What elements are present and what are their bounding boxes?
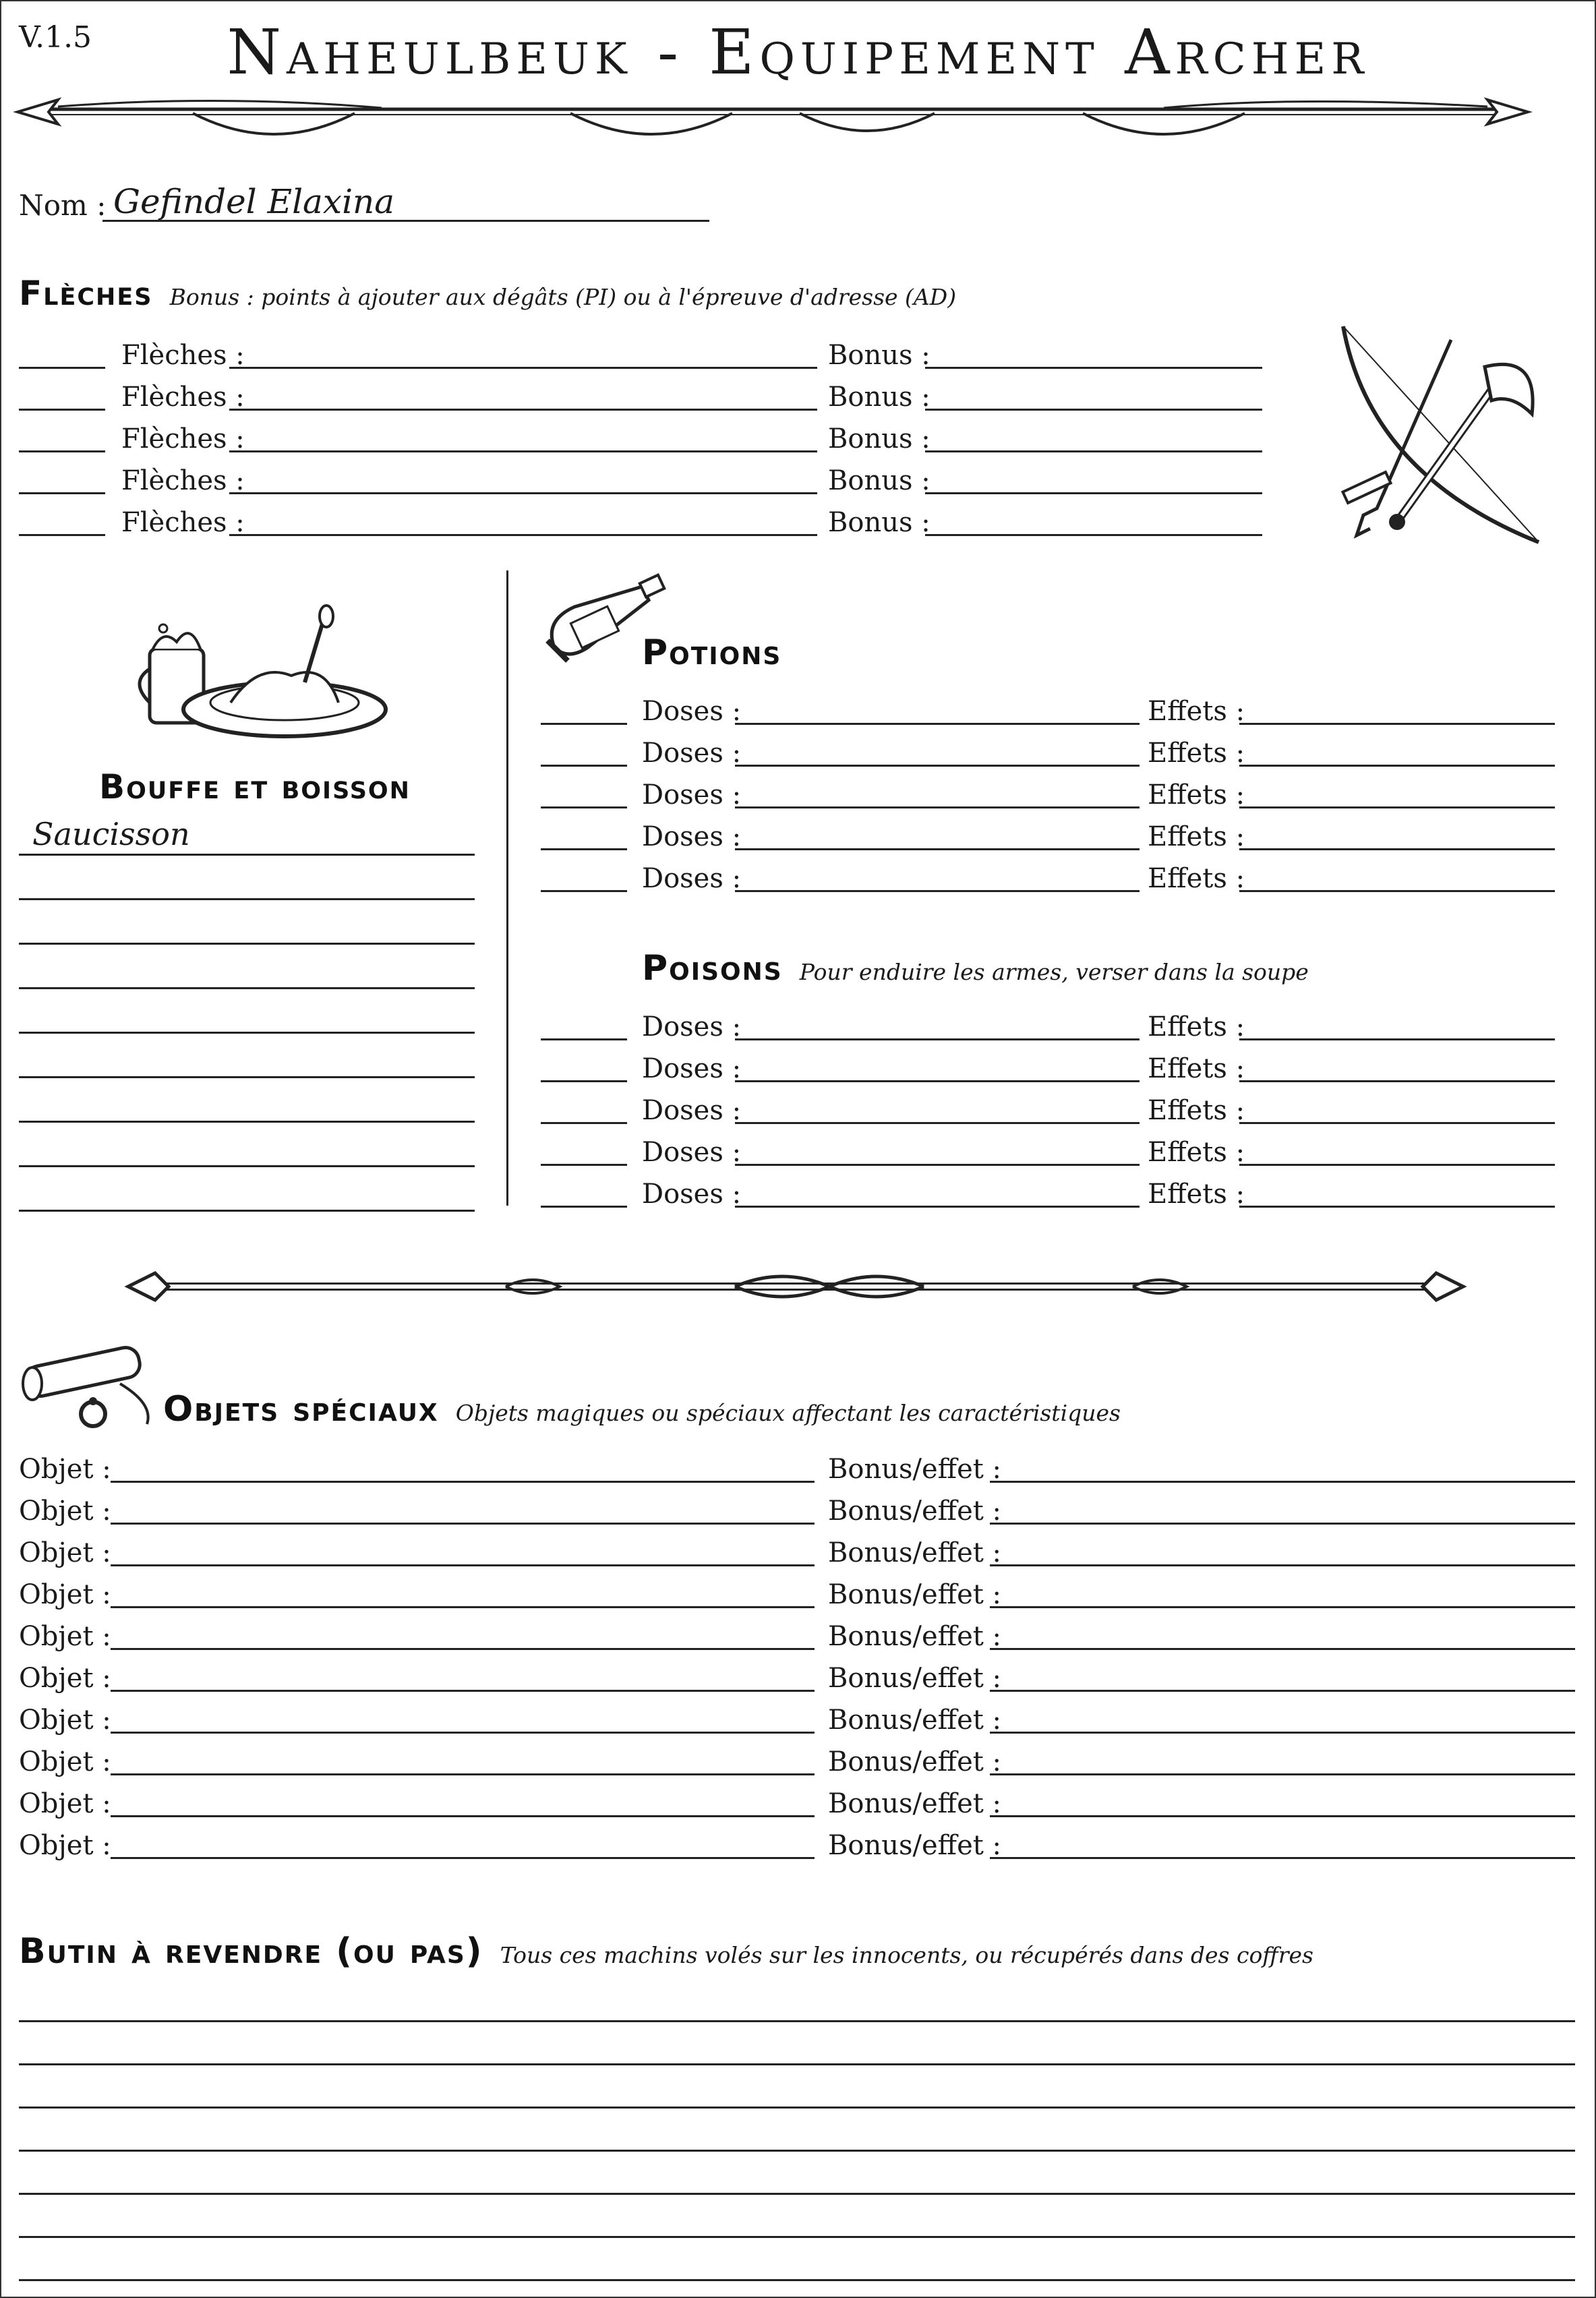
version-label: V.1.5: [19, 20, 92, 55]
poisons-subtitle: Pour enduire les armes, verser dans la soupe: [799, 959, 1309, 985]
potions-effets-label: Effets :: [1148, 696, 1245, 727]
objet-bonus-line[interactable]: [990, 1481, 1575, 1483]
poisons-name-line[interactable]: [735, 1164, 1140, 1166]
potions-effets-line[interactable]: [1239, 848, 1555, 850]
butin-line[interactable]: [19, 2236, 1575, 2238]
objet-label: Objet :: [19, 1830, 111, 1861]
arrow-divider-icon: [18, 88, 1528, 148]
objet-label: Objet :: [19, 1705, 111, 1736]
poisons-name-line[interactable]: [735, 1122, 1140, 1124]
objet-bonus-label: Bonus/effet :: [828, 1663, 1002, 1694]
objet-bonus-label: Bonus/effet :: [828, 1746, 1002, 1777]
nom-label: Nom :: [19, 189, 107, 222]
potions-qty-line[interactable]: [541, 890, 627, 892]
fleches-label: Flèches :: [121, 423, 245, 454]
potions-doses-label: Doses :: [642, 863, 742, 894]
fleches-label: Flèches :: [121, 340, 245, 371]
page-title: Naheulbeuk - Equipement Archer: [227, 16, 1369, 88]
poisons-qty-line[interactable]: [541, 1164, 627, 1166]
fleches-bonus-label: Bonus :: [828, 340, 930, 371]
food-plate-icon: [136, 608, 386, 743]
nom-underline: [102, 220, 709, 222]
poisons-effets-label: Effets :: [1148, 1053, 1245, 1084]
objet-bonus-line[interactable]: [990, 1732, 1575, 1734]
objets-subtitle: Objets magiques ou spéciaux affectant les caractéristiques: [455, 1400, 1121, 1426]
potions-effets-line[interactable]: [1239, 806, 1555, 808]
fleches-label: Flèches :: [121, 465, 245, 496]
potions-doses-label: Doses :: [642, 738, 742, 769]
objet-name-line[interactable]: [111, 1773, 815, 1775]
fleches-bonus-label: Bonus :: [828, 465, 930, 496]
bouffe-line[interactable]: [19, 987, 475, 989]
fleches-subtitle: Bonus : points à ajouter aux dégâts (PI) ou à l'épreuve d'adresse (AD): [169, 284, 957, 310]
potions-effets-line[interactable]: [1239, 890, 1555, 892]
potions-name-line[interactable]: [735, 806, 1140, 808]
fleches-qty-line[interactable]: [19, 534, 105, 536]
fleches-name-line[interactable]: [229, 409, 817, 411]
potions-qty-line[interactable]: [541, 848, 627, 850]
potions-qty-line[interactable]: [541, 765, 627, 767]
fleches-bonus-line[interactable]: [925, 492, 1262, 494]
nom-value[interactable]: Gefindel Elaxina: [113, 182, 395, 221]
butin-subtitle: Tous ces machins volés sur les innocents, ou récupérés dans des coffres: [500, 1942, 1313, 1968]
objet-name-line[interactable]: [111, 1564, 815, 1566]
objet-name-line[interactable]: [111, 1815, 815, 1817]
objet-bonus-label: Bonus/effet :: [828, 1830, 1002, 1861]
bouffe-line[interactable]: [19, 1032, 475, 1034]
objet-bonus-label: Bonus/effet :: [828, 1621, 1002, 1652]
objets-title: Objets spéciaux: [163, 1389, 439, 1430]
fleches-name-line[interactable]: [229, 450, 817, 452]
potions-name-line[interactable]: [735, 848, 1140, 850]
potions-name-line[interactable]: [735, 723, 1140, 725]
objet-name-line[interactable]: [111, 1606, 815, 1608]
bouffe-title: Bouffe et boisson: [99, 767, 411, 806]
butin-title: Butin à revendre (ou pas): [19, 1931, 483, 1972]
potions-effets-label: Effets :: [1148, 779, 1245, 811]
poisons-qty-line[interactable]: [541, 1122, 627, 1124]
fleches-qty-line[interactable]: [19, 367, 105, 369]
fleches-bonus-line[interactable]: [925, 367, 1262, 369]
poisons-effets-label: Effets :: [1148, 1137, 1245, 1168]
poisons-effets-line[interactable]: [1239, 1122, 1555, 1124]
fleches-bonus-line[interactable]: [925, 409, 1262, 411]
column-divider: [506, 570, 508, 1206]
poisons-name-line[interactable]: [735, 1080, 1140, 1082]
objet-bonus-line[interactable]: [990, 1564, 1575, 1566]
fleches-bonus-label: Bonus :: [828, 382, 930, 413]
staff-divider-icon: [128, 1266, 1463, 1314]
fleches-qty-line[interactable]: [19, 492, 105, 494]
poisons-name-line[interactable]: [735, 1038, 1140, 1040]
potions-qty-line[interactable]: [541, 723, 627, 725]
poisons-effets-label: Effets :: [1148, 1011, 1245, 1042]
objet-name-line[interactable]: [111, 1648, 815, 1650]
fleches-qty-line[interactable]: [19, 409, 105, 411]
crossed-weapons-icon: [1316, 313, 1572, 556]
objet-bonus-label: Bonus/effet :: [828, 1705, 1002, 1736]
potions-effets-label: Effets :: [1148, 821, 1245, 852]
objet-bonus-line[interactable]: [990, 1690, 1575, 1692]
potions-title: Potions: [642, 632, 782, 673]
potions-name-line[interactable]: [735, 890, 1140, 892]
potions-doses-label: Doses :: [642, 696, 742, 727]
fleches-name-line[interactable]: [229, 492, 817, 494]
poisons-qty-line[interactable]: [541, 1038, 627, 1040]
objet-name-line[interactable]: [111, 1690, 815, 1692]
poisons-effets-line[interactable]: [1239, 1080, 1555, 1082]
potions-effets-label: Effets :: [1148, 738, 1245, 769]
fleches-label: Flèches :: [121, 507, 245, 538]
objet-bonus-label: Bonus/effet :: [828, 1579, 1002, 1610]
objet-bonus-label: Bonus/effet :: [828, 1788, 1002, 1819]
poisons-doses-label: Doses :: [642, 1179, 742, 1210]
potions-doses-label: Doses :: [642, 779, 742, 811]
fleches-header: [19, 274, 963, 313]
objet-label: Objet :: [19, 1788, 111, 1819]
scroll-ring-icon: [19, 1343, 160, 1431]
fleches-name-line[interactable]: [229, 367, 817, 369]
objet-label: Objet :: [19, 1496, 111, 1527]
poisons-effets-label: Effets :: [1148, 1179, 1245, 1210]
fleches-title: Flèches: [19, 274, 153, 313]
potions-qty-line[interactable]: [541, 806, 627, 808]
fleches-bonus-label: Bonus :: [828, 423, 930, 454]
fleches-bonus-label: Bonus :: [828, 507, 930, 538]
fleches-qty-line[interactable]: [19, 450, 105, 452]
poisons-header: [642, 948, 1518, 989]
fleches-bonus-line[interactable]: [925, 534, 1262, 536]
poisons-effets-line[interactable]: [1239, 1206, 1555, 1208]
poisons-name-line[interactable]: [735, 1206, 1140, 1208]
objet-bonus-label: Bonus/effet :: [828, 1454, 1002, 1485]
bouffe-line[interactable]: [19, 1210, 475, 1212]
objet-bonus-line[interactable]: [990, 1648, 1575, 1650]
bouffe-entry[interactable]: Saucisson: [32, 816, 190, 852]
bouffe-line[interactable]: [19, 943, 475, 945]
poisons-doses-label: Doses :: [642, 1053, 742, 1084]
objet-name-line[interactable]: [111, 1481, 815, 1483]
objet-label: Objet :: [19, 1537, 111, 1568]
butin-line[interactable]: [19, 2193, 1575, 2195]
objet-bonus-line[interactable]: [990, 1857, 1575, 1859]
poisons-doses-label: Doses :: [642, 1095, 742, 1126]
objet-bonus-line[interactable]: [990, 1606, 1575, 1608]
objet-label: Objet :: [19, 1746, 111, 1777]
butin-header: [19, 1931, 1367, 1972]
potions-effets-line[interactable]: [1239, 723, 1555, 725]
fleches-bonus-line[interactable]: [925, 450, 1262, 452]
objet-bonus-line[interactable]: [990, 1815, 1575, 1817]
fleches-name-line[interactable]: [229, 534, 817, 536]
potions-doses-label: Doses :: [642, 821, 742, 852]
bouffe-line[interactable]: [19, 854, 475, 856]
poisons-effets-label: Effets :: [1148, 1095, 1245, 1126]
potions-effets-label: Effets :: [1148, 863, 1245, 894]
poisons-qty-line[interactable]: [541, 1206, 627, 1208]
objet-name-line[interactable]: [111, 1523, 815, 1525]
potions-effets-line[interactable]: [1239, 765, 1555, 767]
butin-line[interactable]: [19, 2063, 1575, 2065]
objet-bonus-label: Bonus/effet :: [828, 1496, 1002, 1527]
poisons-qty-line[interactable]: [541, 1080, 627, 1082]
bouffe-line[interactable]: [19, 1076, 475, 1078]
objet-label: Objet :: [19, 1621, 111, 1652]
butin-line[interactable]: [19, 2150, 1575, 2152]
objet-bonus-label: Bonus/effet :: [828, 1537, 1002, 1568]
bouffe-line[interactable]: [19, 898, 475, 900]
butin-line[interactable]: [19, 2020, 1575, 2022]
objets-header: [163, 1389, 1309, 1430]
objet-label: Objet :: [19, 1454, 111, 1485]
objet-name-line[interactable]: [111, 1857, 815, 1859]
butin-line[interactable]: [19, 2106, 1575, 2109]
fleches-label: Flèches :: [121, 382, 245, 413]
objet-name-line[interactable]: [111, 1732, 815, 1734]
poisons-effets-line[interactable]: [1239, 1164, 1555, 1166]
bouffe-line[interactable]: [19, 1165, 475, 1167]
poisons-doses-label: Doses :: [642, 1011, 742, 1042]
poisons-doses-label: Doses :: [642, 1137, 742, 1168]
bouffe-line[interactable]: [19, 1121, 475, 1123]
butin-line[interactable]: [19, 2279, 1575, 2281]
objet-bonus-line[interactable]: [990, 1773, 1575, 1775]
objet-label: Objet :: [19, 1663, 111, 1694]
poisons-effets-line[interactable]: [1239, 1038, 1555, 1040]
potions-name-line[interactable]: [735, 765, 1140, 767]
objet-label: Objet :: [19, 1579, 111, 1610]
poisons-title: Poisons: [642, 948, 783, 989]
objet-bonus-line[interactable]: [990, 1523, 1575, 1525]
